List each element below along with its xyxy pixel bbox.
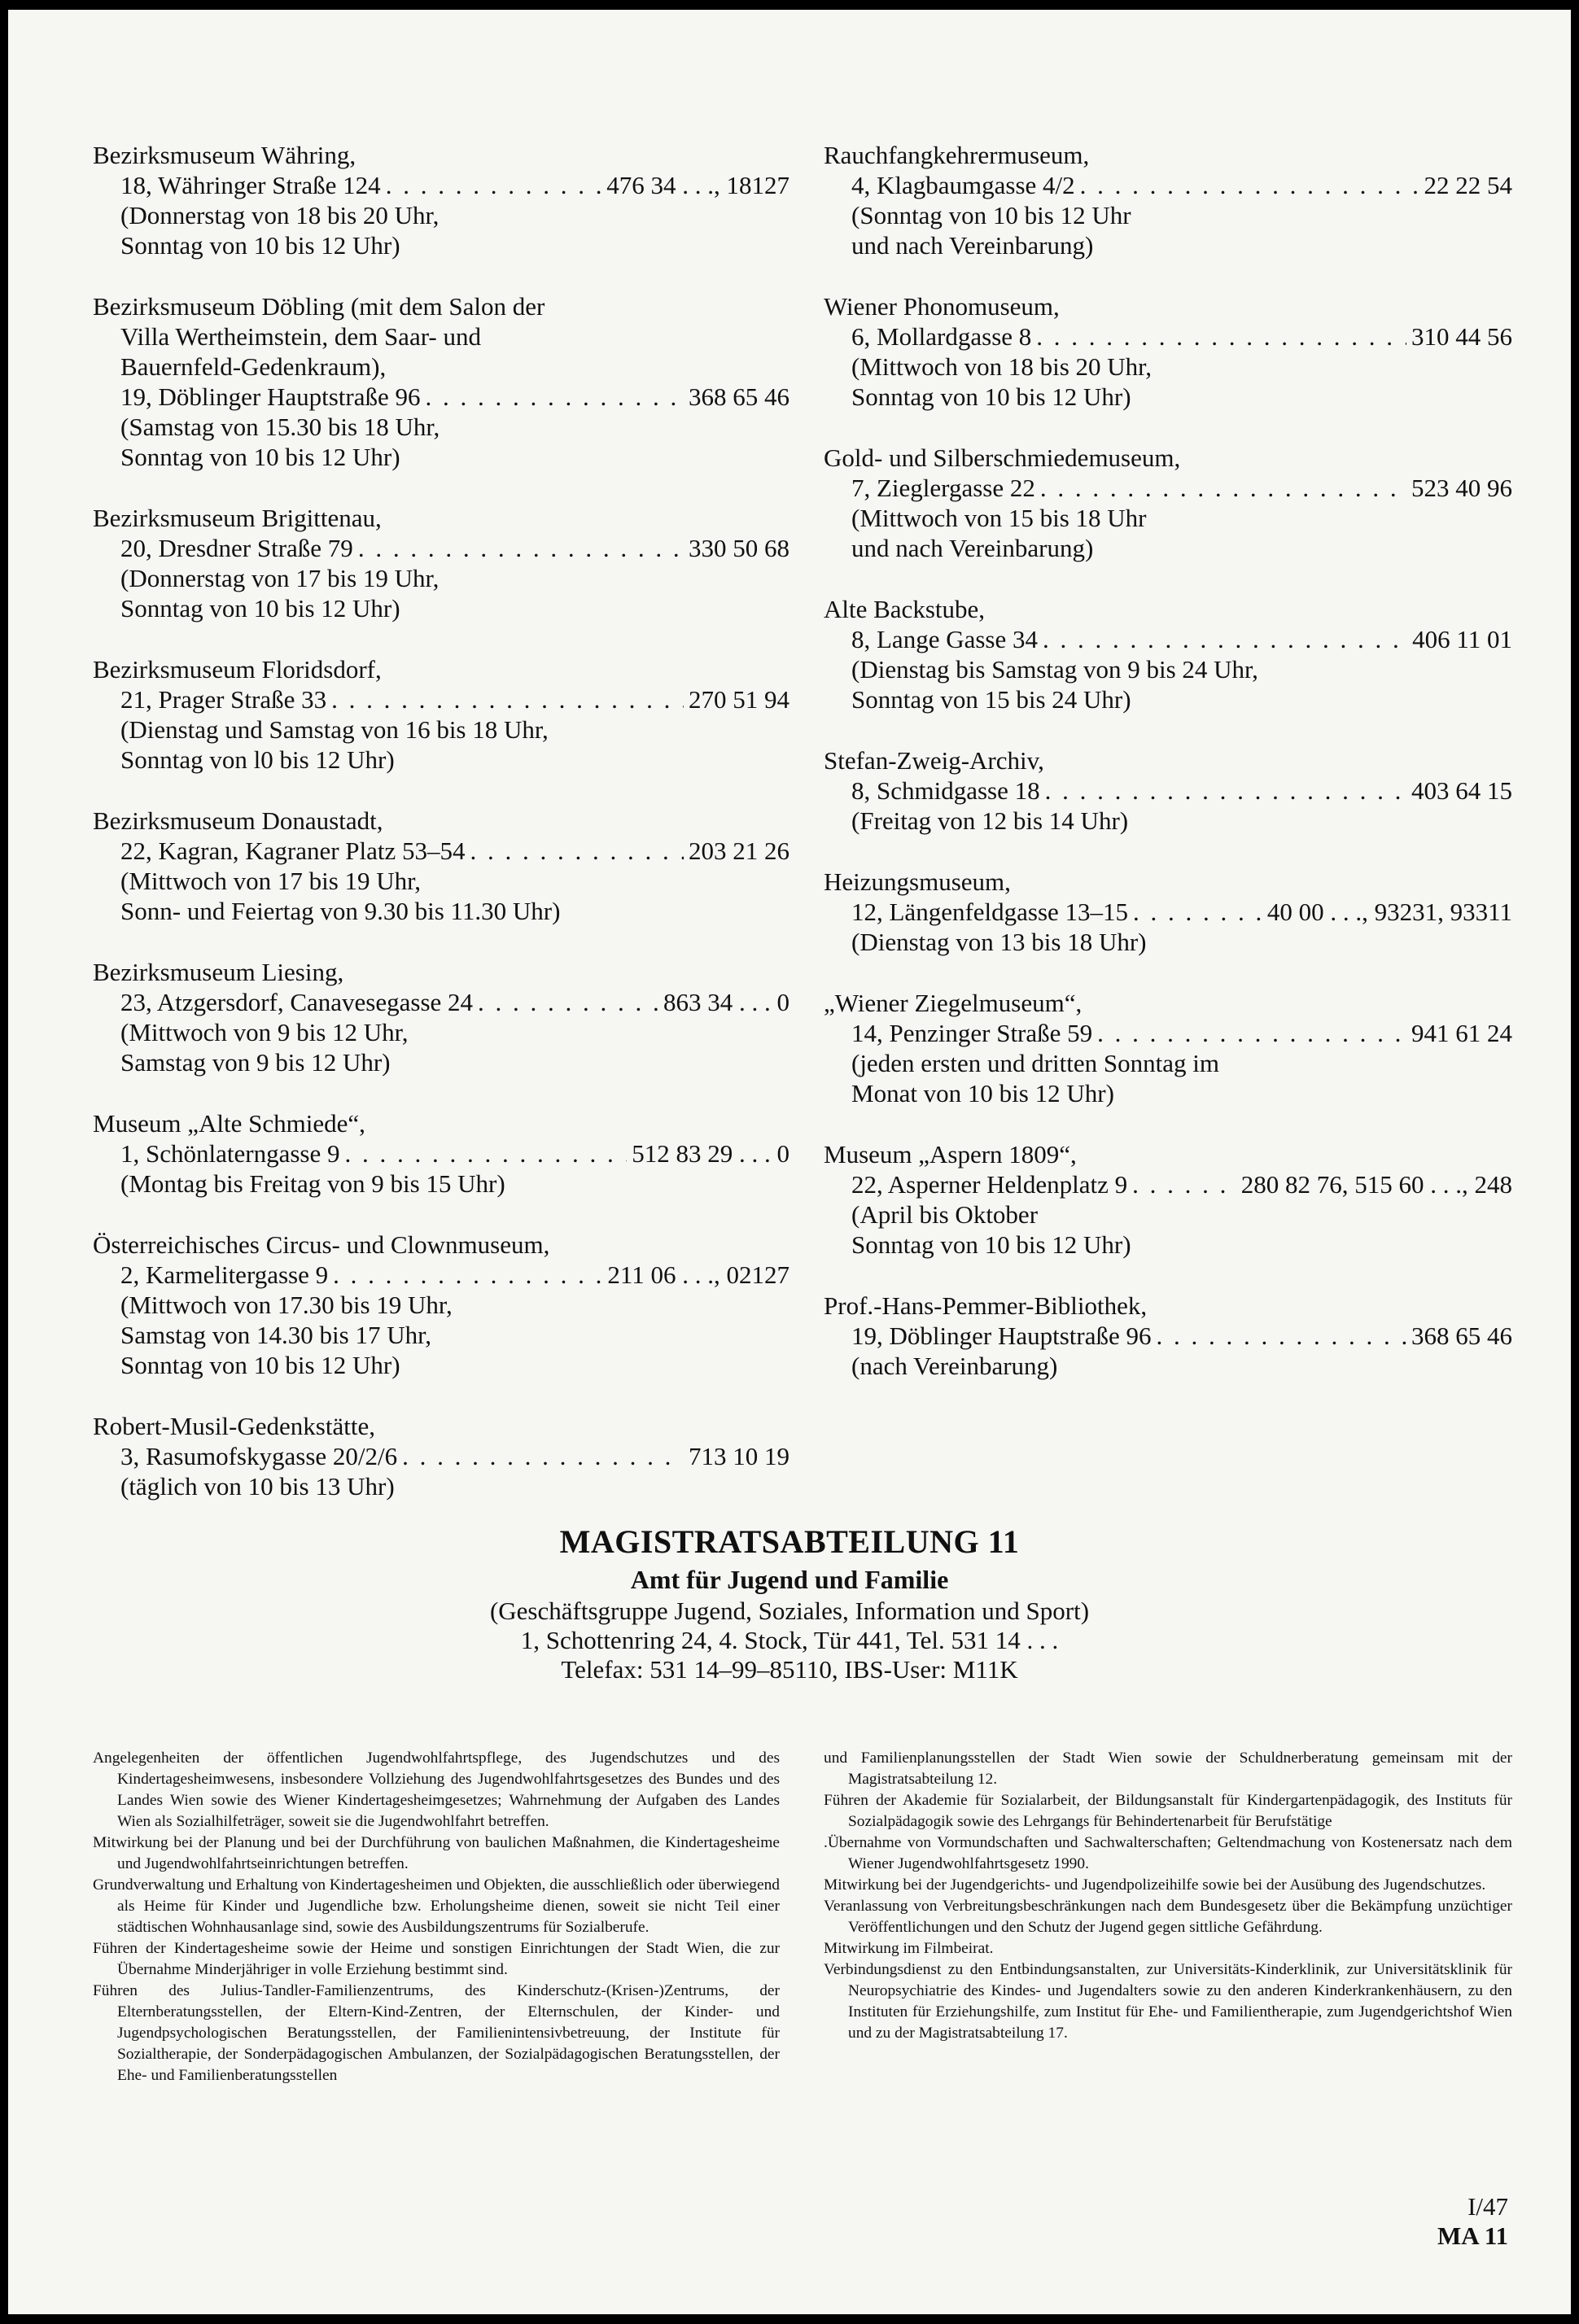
museum-column-right (824, 140, 1512, 1412)
museum-phone: 330 50 68 (689, 534, 790, 562)
opening-hours: Sonntag von 15 bis 24 Uhr) (851, 685, 1131, 714)
opening-hours: (Mittwoch von 17.30 bis 19 Uhr, (120, 1291, 453, 1319)
dot-leader (1036, 321, 1406, 352)
museum-phone: 476 34 . . ., 18127 (606, 171, 790, 199)
department-code: MA 11 (1437, 2221, 1508, 2250)
museum-address: 6, Mollardgasse 8 (851, 322, 1032, 351)
museum-name: Österreichisches Circus- und Clownmuseum, (93, 1230, 550, 1259)
museum-name: Heizungsmuseum, (824, 867, 1011, 896)
museum-phone: 406 11 01 (1412, 625, 1512, 653)
museum-name: Robert-Musil-Gedenkstätte, (93, 1412, 375, 1440)
address-line (93, 533, 790, 563)
museum-name: „Wiener Ziegelmuseum“, (824, 989, 1083, 1017)
duty-paragraph: Mitwirkung bei der Planung und bei der Durchführung von baulichen Maßnahmen, die Kindertagesheime und Jugendwohlfahrtseinrichtungen betreffen. (93, 1834, 780, 1872)
dot-leader (478, 987, 658, 1017)
museum-entry (93, 1411, 790, 1501)
opening-hours: (Mittwoch von 18 bis 20 Uhr, (851, 352, 1153, 381)
duty-paragraph: Führen des Julius-Tandler-Familienzentrums, des Kinderschutz-(Krisen-)Zentrums, der Elternberatungsstellen, der Eltern-Kind-Zentren, der Elternschulen, der Kinder- und Jugendpsychologischen Beratungsstellen, der Familienintensivbetreuung, der Institute für Sozialtherapie, der Sonderpädagogischen Ambulanzen, der Sozialpädagogischen Beratungsstellen, der Ehe- und Familienberatungsstellen (93, 1982, 780, 2084)
address-line (93, 1441, 790, 1471)
opening-hours: und nach Vereinbarung) (851, 534, 1094, 562)
museum-entry (824, 594, 1512, 714)
duty-paragraph: Führen der Kindertagesheime sowie der Heime und sonstigen Einrichtungen der Stadt Wien, die zur Übernahme Minderjähriger in volle Erziehung bestimmt sind. (93, 1940, 780, 1978)
dot-leader (1040, 473, 1406, 503)
museum-phone: 863 34 . . . 0 (663, 988, 790, 1016)
opening-hours: und nach Vereinbarung) (851, 231, 1094, 260)
museum-name: Museum „Alte Schmiede“, (93, 1109, 365, 1138)
museum-phone: 22 22 54 (1424, 171, 1512, 199)
museum-address: 19, Döblinger Hauptstraße 96 (120, 382, 421, 411)
address-line (93, 836, 790, 866)
duty-paragraph: .Übernahme von Vormundschaften und Sachwalterschaften; Geltendmachung von Kostenersatz nach dem Wiener Jugendwohlfahrtsgesetz 1990. (824, 1834, 1512, 1872)
museum-name: Bezirksmuseum Döbling (mit dem Salon der (93, 292, 545, 321)
dot-leader (470, 836, 684, 866)
museum-phone: 368 65 46 (689, 382, 790, 411)
opening-hours: (Sonntag von 10 bis 12 Uhr (851, 201, 1131, 229)
department-subtitle: Amt für Jugend und Familie (630, 1565, 949, 1594)
opening-hours: (Dienstag bis Samstag von 9 bis 24 Uhr, (851, 655, 1258, 684)
department-address: 1, Schottenring 24, 4. Stock, Tür 441, Tel. 531 14 . . . (520, 1626, 1059, 1654)
duty-paragraph: Verbindungsdienst zu den Entbindungsanstalten, zur Universitäts-Kinderklinik, zur Universitätsklinik für Neuropsychiatrie des Kindes- und Jugendalters sowie zu den anderen Kinderkrankenhäusern, zu den Instituten für Erziehungshilfe, zum Institut für Ehe- und Familientherapie, zum Jugendgerichtshof Wien und zu der Magistratsabteilung 17. (824, 1961, 1512, 2042)
museum-entry (93, 291, 790, 472)
opening-hours: (Mittwoch von 17 bis 19 Uhr, (120, 867, 422, 895)
museum-entry (824, 140, 1512, 260)
department-fax: Telefax: 531 14–99–85110, IBS-User: M11K (561, 1655, 1018, 1684)
museum-phone: 512 83 29 . . . 0 (632, 1139, 790, 1168)
dot-leader (1045, 775, 1406, 806)
dot-leader (386, 170, 602, 200)
dot-leader (358, 533, 684, 563)
dot-leader (1080, 170, 1419, 200)
opening-hours: Sonntag von 10 bis 12 Uhr) (851, 1230, 1131, 1259)
document-page (8, 10, 1571, 2314)
museum-phone: 310 44 56 (1411, 322, 1512, 351)
museum-name: Bezirksmuseum Donaustadt, (93, 806, 383, 835)
museum-entry (93, 503, 790, 623)
museum-address: 3, Rasumofskygasse 20/2/6 (120, 1442, 398, 1470)
duty-paragraph: Führen der Akademie für Sozialarbeit, der Bildungsanstalt für Kindergartenpädagogik, des Instituts für Sozialpädagogik sowie des Lehrgangs für Behindertenarbeit für Berufstätige (824, 1792, 1512, 1830)
duty-paragraph: Angelegenheiten der öffentlichen Jugendwohlfahrtspflege, des Jugendschutzes und des Kindertagesheimwesens, insbesondere Vollziehung des Jugendwohlfahrtsgesetzes des Bundes und des Landes Wien sowie des Wiener Kindertagesheimgesetzes; Wahrnehmung der Aufgaben des Landes Wien als Sozialhilfeträger, soweit sie die Jugendwohlfahrt betreffen. (93, 1750, 780, 1830)
duties-column-right (824, 1748, 1512, 2044)
opening-hours: Sonntag von 10 bis 12 Uhr) (120, 443, 400, 471)
address-line (824, 1321, 1512, 1351)
opening-hours: (jeden ersten und dritten Sonntag im (851, 1049, 1219, 1077)
museum-entry (824, 988, 1512, 1108)
address-line (824, 624, 1512, 654)
museum-entry (824, 291, 1512, 412)
opening-hours: (Dienstag von 13 bis 18 Uhr) (851, 928, 1147, 956)
museum-name-continued: Bauernfeld-Gedenkraum), (120, 352, 387, 381)
duties-column-left (93, 1748, 780, 2086)
museum-entry (824, 867, 1512, 957)
address-line (93, 382, 790, 412)
museum-entry (93, 1230, 790, 1380)
museum-entry (824, 745, 1512, 836)
museum-name: Bezirksmuseum Floridsdorf, (93, 655, 382, 684)
address-line (824, 321, 1512, 352)
dot-leader (331, 684, 684, 714)
museum-phone: 368 65 46 (1411, 1321, 1512, 1350)
museum-address: 20, Dresdner Straße 79 (120, 534, 353, 562)
museum-entry (824, 1291, 1512, 1381)
museum-address: 23, Atzgersdorf, Canavesegasse 24 (120, 988, 474, 1016)
department-title: MAGISTRATSABTEILUNG 11 (559, 1523, 1020, 1560)
museum-phone: 403 64 15 (1411, 776, 1512, 805)
dot-leader (1043, 624, 1407, 654)
museum-phone: 941 61 24 (1411, 1019, 1512, 1047)
dot-leader (1133, 897, 1262, 927)
address-line (824, 775, 1512, 806)
museum-address: 14, Penzinger Straße 59 (851, 1019, 1093, 1047)
opening-hours: Monat von 10 bis 12 Uhr) (851, 1079, 1114, 1107)
opening-hours: Sonntag von l0 bis 12 Uhr) (120, 745, 395, 774)
duty-paragraph: Mitwirkung im Filmbeirat. (824, 1940, 994, 1957)
museum-name: Bezirksmuseum Liesing, (93, 958, 344, 986)
museum-address: 7, Zieglergasse 22 (851, 474, 1035, 502)
museum-entry (824, 443, 1512, 563)
address-line (824, 1169, 1512, 1199)
duty-paragraph: und Familienplanungsstellen der Stadt Wien sowie der Schuldnerberatung gemeinsam mit der Magistratsabteilung 12. (824, 1750, 1512, 1788)
museum-phone: 713 10 19 (689, 1442, 790, 1470)
museum-name: Bezirksmuseum Brigittenau, (93, 504, 382, 532)
address-line (824, 170, 1512, 200)
museum-phone: 40 00 . . ., 93231, 93311 (1266, 898, 1512, 926)
museum-phone: 203 21 26 (689, 837, 790, 865)
duty-paragraph: Grundverwaltung und Erhaltung von Kindertagesheimen und Objekten, die ausschließlich oder überwiegend als Heime für Kinder und Jugendliche bzw. Erholungsheime dienen, soweit sie nicht Teil einer städtischen Wohnhausanlage sind, sowie des Ausbildungszentrums für Sozialberufe. (93, 1876, 780, 1936)
museum-phone: 523 40 96 (1411, 474, 1512, 502)
duty-paragraph: Veranlassung von Verbreitungsbeschränkungen nach dem Bundesgesetz über die Bekämpfung unzüchtiger Veröffentlichungen und den Schutz der Jugend gegen sittliche Gefährdung. (824, 1898, 1512, 1936)
address-line (93, 170, 790, 200)
museum-name: Wiener Phonomuseum, (824, 292, 1060, 321)
museum-entry (93, 957, 790, 1077)
museum-address: 18, Währinger Straße 124 (120, 171, 381, 199)
dot-leader (1156, 1321, 1406, 1351)
dot-leader (333, 1260, 602, 1290)
museum-entry (93, 1108, 790, 1199)
museum-address: 22, Kagran, Kagraner Platz 53–54 (120, 837, 466, 865)
dot-leader (344, 1138, 627, 1169)
opening-hours: Samstag von 9 bis 12 Uhr) (120, 1048, 391, 1077)
address-line (93, 1138, 790, 1169)
page-number: I/47 (1467, 2192, 1508, 2221)
museum-address: 12, Längenfeldgasse 13–15 (851, 898, 1129, 926)
duty-paragraph: Mitwirkung bei der Jugendgerichts- und Jugendpolizeihilfe sowie bei der Ausübung des Jugendschutzes. (824, 1876, 1486, 1894)
museum-column-left (93, 140, 790, 1532)
museum-entry (824, 1139, 1512, 1260)
museum-address: 8, Lange Gasse 34 (851, 625, 1038, 653)
department-group: (Geschäftsgruppe Jugend, Soziales, Information und Sport) (489, 1597, 1090, 1625)
department-header (8, 1522, 1571, 1684)
opening-hours: (Samstag von 15.30 bis 18 Uhr, (120, 413, 440, 441)
opening-hours: Sonntag von 10 bis 12 Uhr) (120, 231, 400, 260)
opening-hours: (Donnerstag von 18 bis 20 Uhr, (120, 201, 440, 229)
opening-hours: (nach Vereinbarung) (851, 1352, 1058, 1380)
dot-leader (1132, 1169, 1236, 1199)
museum-entry (93, 654, 790, 775)
dot-leader (425, 382, 684, 412)
museum-address: 4, Klagbaumgasse 4/2 (851, 171, 1075, 199)
museum-phone: 211 06 . . ., 02127 (607, 1260, 790, 1289)
opening-hours: Samstag von 14.30 bis 17 Uhr, (120, 1321, 431, 1349)
address-line (93, 1260, 790, 1290)
museum-entry (93, 806, 790, 926)
museum-name-continued: Villa Wertheimstein, dem Saar- und (120, 322, 481, 351)
museum-phone: 270 51 94 (689, 685, 790, 714)
museum-entry (93, 140, 790, 260)
opening-hours: Sonntag von 10 bis 12 Uhr) (120, 1351, 400, 1379)
museum-name: Stefan-Zweig-Archiv, (824, 746, 1044, 775)
address-line (824, 1018, 1512, 1048)
page-reference (1437, 2192, 1508, 2251)
museum-name: Bezirksmuseum Währing, (93, 141, 356, 169)
address-line (93, 987, 790, 1017)
opening-hours: Sonn- und Feiertag von 9.30 bis 11.30 Uhr) (120, 897, 561, 925)
opening-hours: (Montag bis Freitag von 9 bis 15 Uhr) (120, 1169, 505, 1198)
address-line (93, 684, 790, 714)
museum-name: Gold- und Silberschmiedemuseum, (824, 443, 1181, 472)
museum-name: Alte Backstube, (824, 595, 986, 623)
opening-hours: (Mittwoch von 9 bis 12 Uhr, (120, 1018, 409, 1046)
address-line (824, 473, 1512, 503)
museum-address: 1, Schönlaterngasse 9 (120, 1139, 340, 1168)
opening-hours: Sonntag von 10 bis 12 Uhr) (851, 382, 1131, 411)
museum-name: Rauchfangkehrermuseum, (824, 141, 1090, 169)
opening-hours: (täglich von 10 bis 13 Uhr) (120, 1472, 395, 1501)
museum-address: 22, Asperner Heldenplatz 9 (851, 1170, 1128, 1199)
address-line (824, 897, 1512, 927)
opening-hours: (Freitag von 12 bis 14 Uhr) (851, 806, 1129, 835)
museum-phone: 280 82 76, 515 60 . . ., 248 (1240, 1170, 1512, 1199)
museum-address: 2, Karmelitergasse 9 (120, 1260, 329, 1289)
opening-hours: (Mittwoch von 15 bis 18 Uhr (851, 504, 1147, 532)
opening-hours: Sonntag von 10 bis 12 Uhr) (120, 594, 400, 622)
museum-address: 19, Döblinger Hauptstraße 96 (851, 1321, 1152, 1350)
opening-hours: (April bis Oktober (851, 1200, 1039, 1229)
opening-hours: (Dienstag und Samstag von 16 bis 18 Uhr, (120, 715, 549, 744)
dot-leader (1097, 1018, 1406, 1048)
museum-address: 21, Prager Straße 33 (120, 685, 327, 714)
museum-address: 8, Schmidgasse 18 (851, 776, 1040, 805)
opening-hours: (Donnerstag von 17 bis 19 Uhr, (120, 564, 440, 592)
dot-leader (402, 1441, 684, 1471)
museum-name: Museum „Aspern 1809“, (824, 1140, 1077, 1169)
museum-name: Prof.-Hans-Pemmer-Bibliothek, (824, 1291, 1148, 1320)
